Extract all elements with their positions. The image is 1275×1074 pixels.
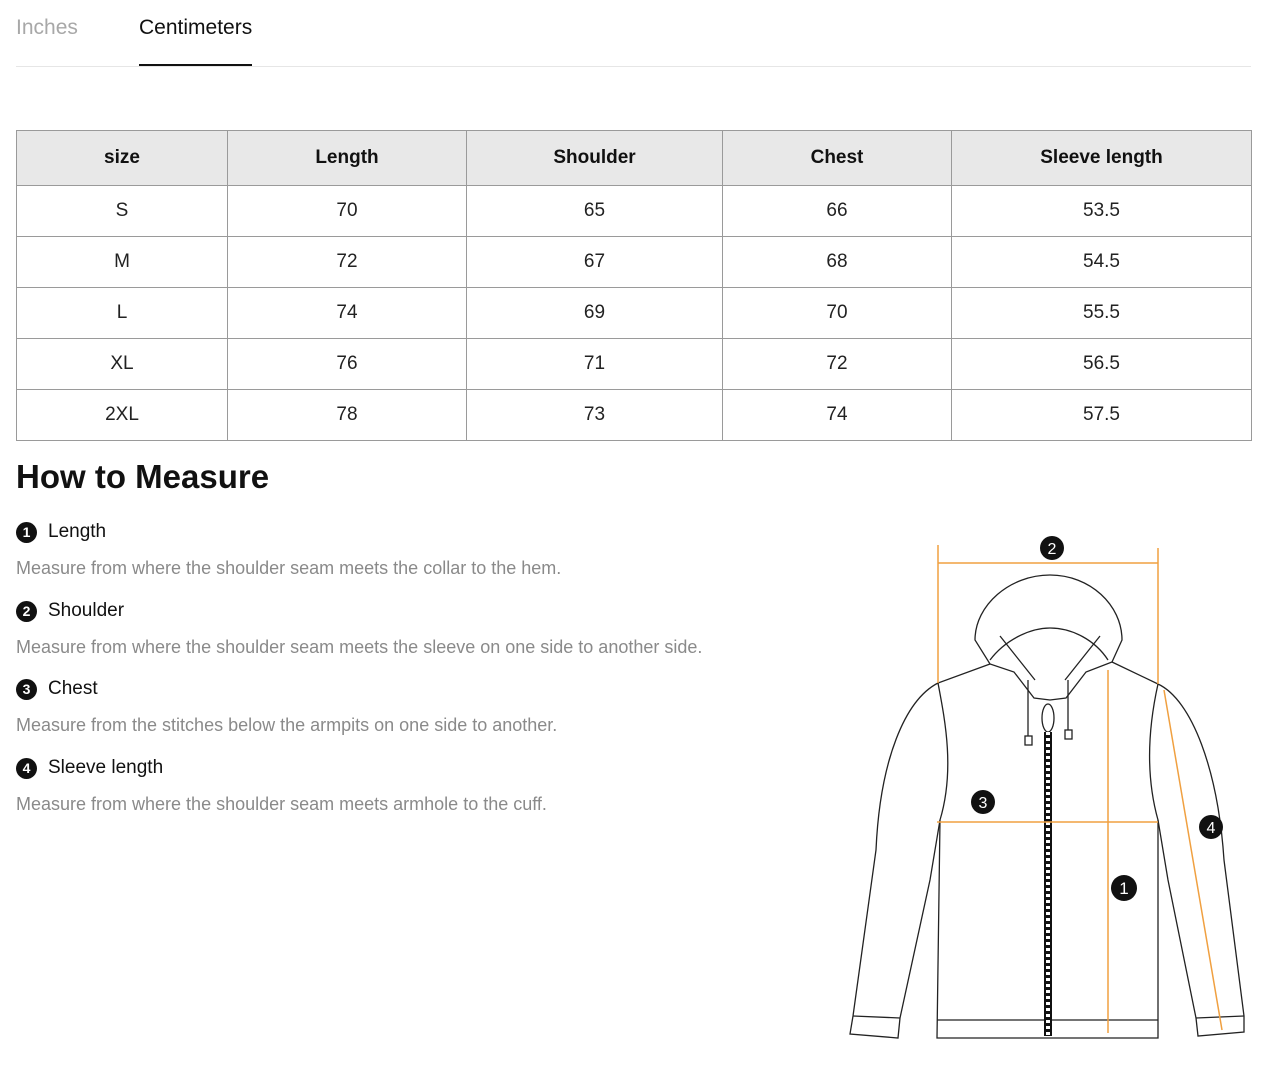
- table-cell: M: [17, 237, 228, 288]
- table-cell: 2XL: [17, 390, 228, 441]
- table-cell: 78: [228, 390, 467, 441]
- table-cell: XL: [17, 339, 228, 390]
- table-cell: 67: [467, 237, 723, 288]
- column-header-chest: Chest: [723, 131, 952, 186]
- table-row: [17, 288, 1252, 339]
- table-cell: 66: [723, 186, 952, 237]
- tab-inches[interactable]: Inches: [16, 16, 78, 39]
- measure-name: Length: [48, 521, 107, 542]
- table-cell: 57.5: [952, 390, 1252, 441]
- measure-description: Measure from where the shoulder seam meets the collar to the hem.: [16, 558, 562, 578]
- number-2-icon: 2: [16, 601, 37, 622]
- table-row: [17, 339, 1252, 390]
- measure-item-shoulder: [16, 598, 702, 658]
- marker-label: 1: [1119, 879, 1129, 898]
- table-cell: 55.5: [952, 288, 1252, 339]
- table-cell: 70: [228, 186, 467, 237]
- marker-1: [1111, 875, 1137, 901]
- table-cell: 76: [228, 339, 467, 390]
- size-chart-table: [16, 130, 1252, 441]
- number-1-icon: 1: [16, 522, 37, 543]
- table-cell: L: [17, 288, 228, 339]
- how-to-measure-title: How to Measure: [16, 458, 270, 495]
- tab-centimeters[interactable]: Centimeters: [139, 14, 252, 66]
- measure-name: Sleeve length: [48, 757, 164, 778]
- number-3-icon: 3: [16, 679, 37, 700]
- table-cell: 54.5: [952, 237, 1252, 288]
- measure-item-length: [16, 519, 561, 579]
- table-cell: 72: [228, 237, 467, 288]
- marker-label: 4: [1206, 820, 1216, 837]
- marker-3: [971, 790, 995, 814]
- marker-label: 2: [1047, 541, 1057, 558]
- table-cell: 53.5: [952, 186, 1252, 237]
- table-cell: 68: [723, 237, 952, 288]
- table-cell: 70: [723, 288, 952, 339]
- measure-description: Measure from where the shoulder seam meets the sleeve on one side to another side.: [16, 637, 703, 657]
- table-cell: 69: [467, 288, 723, 339]
- table-row: [17, 390, 1252, 441]
- unit-tabs: [16, 0, 1251, 67]
- measure-description: Measure from the stitches below the armpits on one side to another.: [16, 715, 558, 735]
- table-cell: 71: [467, 339, 723, 390]
- table-row: [17, 186, 1252, 237]
- column-header-size: size: [17, 131, 228, 186]
- column-header-length: Length: [228, 131, 467, 186]
- marker-label: 3: [978, 795, 988, 812]
- measure-item-chest: [16, 676, 557, 736]
- table-cell: 72: [723, 339, 952, 390]
- column-header-sleeve-length: Sleeve length: [952, 131, 1252, 186]
- measure-item-sleeve-length: [16, 755, 547, 815]
- table-row: [17, 237, 1252, 288]
- table-cell: 73: [467, 390, 723, 441]
- marker-4: [1199, 815, 1223, 839]
- measure-description: Measure from where the shoulder seam meets armhole to the cuff.: [16, 794, 547, 814]
- table-cell: 65: [467, 186, 723, 237]
- measure-name: Chest: [48, 678, 98, 699]
- table-header-row: [17, 131, 1252, 186]
- number-4-icon: 4: [16, 758, 37, 779]
- column-header-shoulder: Shoulder: [467, 131, 723, 186]
- hoodie-measurement-diagram: [845, 530, 1255, 1050]
- table-cell: 74: [723, 390, 952, 441]
- measure-name: Shoulder: [48, 600, 125, 621]
- table-cell: 56.5: [952, 339, 1252, 390]
- marker-2: [1040, 536, 1064, 560]
- table-cell: 74: [228, 288, 467, 339]
- table-cell: S: [17, 186, 228, 237]
